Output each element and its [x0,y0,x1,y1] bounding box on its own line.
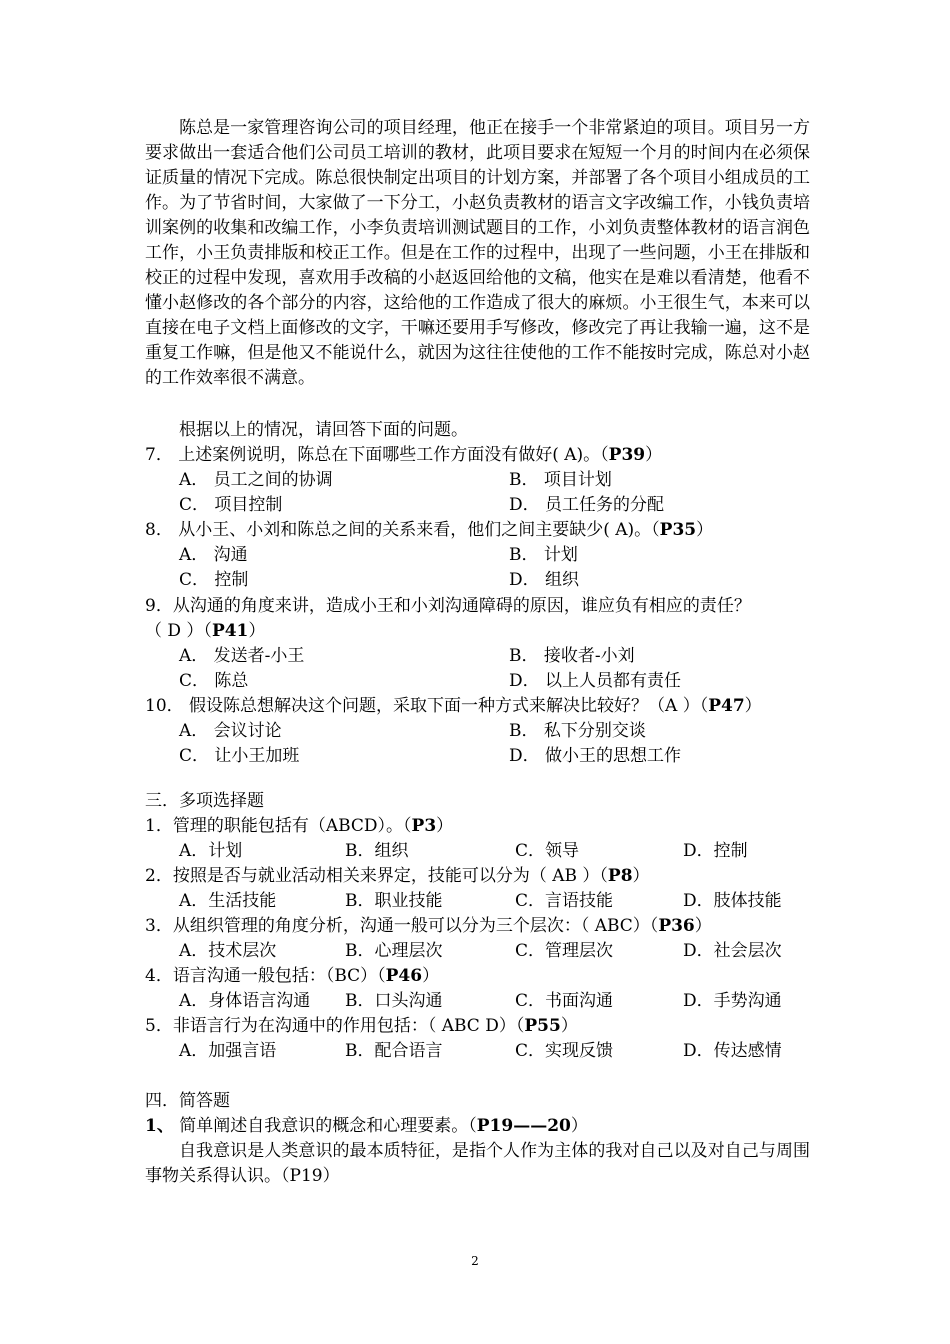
m4-option-a: A．身体语言沟通 [179,991,311,1011]
multi-question-5-ref: P55 [524,1016,561,1036]
question-9-close: ） [248,621,266,641]
question-10 [145,694,762,719]
question-8-close: ） [696,520,714,540]
multi-question-3-ref: P36 [658,916,695,936]
short-answer-1: 自我意识是人类意识的最本质特征，是指个人作为主体的我对自己以及对自己与周围事物关系得认识。（P19） [145,1141,810,1186]
question-10-ref: P47 [708,696,745,716]
m2-option-c: C．言语技能 [515,891,614,911]
question-9: 9．从沟通的角度来讲，造成小王和小刘沟通障碍的原因，谁应负有相应的责任？ [145,596,751,616]
multi-question-2-ref: P8 [607,866,633,886]
multi-question-3-close: ） [694,916,712,936]
multi-question-5-close: ） [560,1016,578,1036]
section-3-heading: 三．多项选择题 [145,791,264,811]
multi-question-5-text: 5．非语言行为在沟通中的作用包括：（ ABC D）（ [145,1016,525,1036]
m5-option-b: B．配合语言 [345,1041,443,1061]
multi-question-1-close: ） [436,816,454,836]
multi-question-5 [145,1014,578,1039]
q7-option-a: A． 员工之间的协调 [179,470,333,490]
q10-option-d: D． 做小王的思想工作 [509,746,682,766]
question-9-text2: （ D ）（ [145,621,212,641]
multi-question-2 [145,864,650,889]
q10-option-b: B． 私下分别交谈 [509,721,646,741]
multi-question-1-ref: P3 [411,816,437,836]
q9-option-d: D． 以上人员都有责任 [509,671,682,691]
q9-option-a: A． 发送者-小王 [179,646,305,666]
q9-option-c: C． 陈总 [179,671,249,691]
instruction-line: 根据以上的情况，请回答下面的问题。 [179,420,468,440]
short-question-1-close: ） [570,1116,588,1136]
q7-option-b: B． 项目计划 [509,470,612,490]
m4-option-d: D．手势沟通 [683,991,782,1011]
multi-question-3-text: 3．从组织管理的角度分析，沟通一般可以分为三个层次：（ ABC）（ [145,916,659,936]
m5-option-a: A．加强言语 [179,1041,277,1061]
q8-option-a: A． 沟通 [179,545,248,565]
question-8-text: 8． 从小王、小刘和陈总之间的关系来看，他们之间主要缺少( A)。（ [145,520,660,540]
question-7-text: 7． 上述案例说明，陈总在下面哪些工作方面没有做好( A)。（ [145,445,609,465]
m1-option-a: A．计划 [179,841,243,861]
m1-option-d: D．控制 [683,841,748,861]
m3-option-a: A．技术层次 [179,941,277,961]
question-7-ref: P39 [608,445,646,465]
m3-option-c: C．管理层次 [515,941,614,961]
question-8-ref: P35 [659,520,697,540]
m1-option-c: C．领导 [515,841,580,861]
question-10-text: 10． 假设陈总想解决这个问题，采取下面一种方式来解决比较好？（A ）（ [145,696,709,716]
m4-option-b: B．口头沟通 [345,991,443,1011]
q7-option-d: D． 员工任务的分配 [509,495,665,515]
m2-option-d: D．肢体技能 [683,891,782,911]
m5-option-c: C．实现反馈 [515,1041,614,1061]
question-9-ref: P41 [211,621,249,641]
multi-question-4-close: ） [422,966,440,986]
m4-option-c: C．书面沟通 [515,991,614,1011]
q8-option-b: B． 计划 [509,545,578,565]
multi-question-4-text: 4．语言沟通一般包括：（BC）（ [145,966,386,986]
m2-option-b: B．职业技能 [345,891,443,911]
q8-option-d: D． 组织 [509,570,580,590]
multi-question-2-close: ） [632,866,650,886]
multi-question-3 [145,914,712,939]
page-number: 2 [471,1254,479,1268]
short-question-1-num: 1、 [145,1116,174,1136]
question-10-close: ） [744,696,762,716]
short-question-1 [145,1114,588,1139]
q9-option-b: B． 接收者-小刘 [509,646,635,666]
multi-question-1-text: 1．管理的职能包括有（ABCD）。（ [145,816,412,836]
question-9-answer [145,619,265,644]
multi-question-4-ref: P46 [385,966,423,986]
q10-option-a: A． 会议讨论 [179,721,282,741]
question-7-close: ） [645,445,663,465]
question-8 [145,518,713,543]
question-7 [145,443,662,468]
section-4-heading: 四．简答题 [145,1091,230,1111]
q7-option-c: C． 项目控制 [179,495,283,515]
m3-option-b: B．心理层次 [345,941,443,961]
multi-question-4 [145,964,439,989]
short-question-1-ref: P19——20 [476,1116,571,1136]
m5-option-d: D．传达感情 [683,1041,782,1061]
m2-option-a: A．生活技能 [179,891,277,911]
m3-option-d: D．社会层次 [683,941,782,961]
m1-option-b: B．组织 [345,841,409,861]
multi-question-1 [145,814,453,839]
q10-option-c: C． 让小王加班 [179,746,300,766]
case-paragraph: 陈总是一家管理咨询公司的项目经理，他正在接手一个非常紧迫的项目。项目另一方要求做出一套适合他们公司员工培训的教材，此项目要求在短短一个月的时间内在必须保证质量的情况下完成。陈总很快制定出项目的计划方案，并部署了各个项目小组成员的工作。为了节省时间，大家做了一下分工，小赵负责教材的语言文字改编工作，小钱负责培训案例的收集和改编工作，小李负责培训测试题目的工作，小刘负责整体教材的语言润色工作，小王负责排版和校正工作。但是在工作的过程中，出现了一些问题，小王在排版和校正的过程中发现，喜欢用手改稿的小赵返回给他的文稿，他实在是难以看清楚，他看不懂小赵修改的各个部分的内容，这给他的工作造成了很大的麻烦。小王很生气，本来可以直接在电子文档上面修改的文字，干嘛还要用手写修改，修改完了再让我输一遍，这不是重复工作嘛，但是他又不能说什么，就因为这往往使他的工作不能按时完成，陈总对小赵的工作效率很不满意。 [145,118,810,388]
short-question-1-text: 简单阐述自我意识的概念和心理要素。（ [173,1116,477,1136]
multi-question-2-text: 2．按照是否与就业活动相关来界定，技能可以分为（ AB ）（ [145,866,608,886]
q8-option-c: C． 控制 [179,570,249,590]
